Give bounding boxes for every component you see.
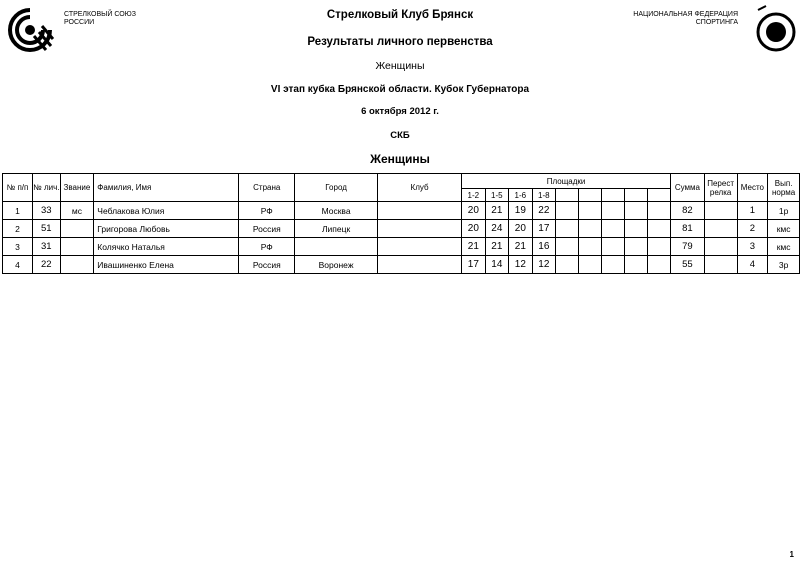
cell-stand-score (579, 238, 602, 256)
cell-norm: 3р (768, 256, 800, 274)
cell-stand-score (648, 220, 671, 238)
cell-norm: 1р (768, 202, 800, 220)
col-header-num: № п/п (3, 174, 33, 202)
cell-name: Григорова Любовь (94, 220, 239, 238)
cell-country: Россия (239, 256, 295, 274)
cell-country: Россия (239, 220, 295, 238)
cell-name: Чеблакова Юлия (94, 202, 239, 220)
col-header-norm: Вып. норма (768, 174, 800, 202)
table-row (3, 238, 800, 256)
stand-col-header: 1-5 (485, 189, 509, 202)
cell-num: 4 (3, 256, 33, 274)
club-title: Стрелковый Клуб Брянск (326, 9, 474, 21)
cell-stand-score: 20 (462, 202, 486, 220)
stand-col-header (625, 189, 648, 202)
cell-club (378, 202, 462, 220)
event-date: 6 октября 2012 г. (361, 106, 439, 117)
col-header-name: Фамилия, Имя (94, 174, 239, 202)
cell-stand-score (602, 220, 625, 238)
cell-sum: 79 (671, 238, 705, 256)
cell-sum: 55 (671, 256, 705, 274)
cell-stand-score (625, 202, 648, 220)
category-subtitle: Женщины (375, 60, 425, 72)
stand-col-header: 1-8 (532, 189, 556, 202)
page-number: 1 (789, 550, 794, 559)
cell-place: 1 (737, 202, 768, 220)
org-right-line1: НАЦИОНАЛЬНАЯ ФЕДЕРАЦИЯ (633, 11, 738, 18)
cell-personal: 22 (33, 256, 61, 274)
results-title: Результаты личного первенства (307, 36, 493, 48)
cell-club (378, 256, 462, 274)
table-row (3, 220, 800, 238)
cell-club (378, 220, 462, 238)
cell-stand-score (556, 238, 579, 256)
col-header-place: Место (737, 174, 768, 202)
cell-stand-score (648, 202, 671, 220)
stand-col-header: 1-6 (509, 189, 533, 202)
cell-stand-score: 17 (462, 256, 486, 274)
cell-stand-score (625, 238, 648, 256)
cell-shootoff (704, 220, 737, 238)
cell-stand-score: 17 (532, 220, 556, 238)
cell-stand-score: 22 (532, 202, 556, 220)
cell-personal: 51 (33, 220, 61, 238)
table-row (3, 256, 800, 274)
stand-col-header (602, 189, 625, 202)
cell-club (378, 238, 462, 256)
cell-stand-score (602, 256, 625, 274)
col-header-country: Страна (239, 174, 295, 202)
cell-shootoff (704, 256, 737, 274)
section-title: Женщины (370, 152, 430, 166)
org-left-line1: СТРЕЛКОВЫЙ СОЮЗ (64, 11, 136, 18)
col-header-club: Клуб (378, 174, 462, 202)
cell-stand-score: 21 (485, 238, 509, 256)
cell-stand-score (556, 256, 579, 274)
org-left-line2: РОССИИ (64, 19, 95, 26)
cell-shootoff (704, 202, 737, 220)
cell-rank (60, 220, 94, 238)
col-header-stands: Площадки (462, 174, 671, 189)
cell-stand-score: 20 (462, 220, 486, 238)
cell-stand-score: 12 (532, 256, 556, 274)
cell-personal: 33 (33, 202, 61, 220)
org-right-line2: СПОРТИНГА (695, 19, 738, 26)
cell-city: Москва (295, 202, 378, 220)
cell-city (295, 238, 378, 256)
cell-stand-score: 21 (462, 238, 486, 256)
cell-stand-score (579, 220, 602, 238)
cell-stand-score: 19 (509, 202, 533, 220)
cell-norm: кмс (768, 220, 800, 238)
cell-sum: 81 (671, 220, 705, 238)
cell-country: РФ (239, 238, 295, 256)
cell-stand-score: 12 (509, 256, 533, 274)
cell-stand-score (556, 202, 579, 220)
cell-stand-score: 21 (485, 202, 509, 220)
cell-stand-score (602, 202, 625, 220)
cell-stand-score: 24 (485, 220, 509, 238)
stand-col-header (648, 189, 671, 202)
cell-stand-score: 21 (509, 238, 533, 256)
venue: СКБ (390, 130, 410, 141)
col-header-personal: № лич. (33, 174, 61, 202)
cell-rank: мс (60, 202, 94, 220)
cell-personal: 31 (33, 238, 61, 256)
stand-col-header (579, 189, 602, 202)
col-header-shootoff: Перест релка (704, 174, 737, 202)
stand-col-header (556, 189, 579, 202)
cell-place: 2 (737, 220, 768, 238)
cell-stand-score (556, 220, 579, 238)
table-row (3, 202, 800, 220)
cell-stand-score: 16 (532, 238, 556, 256)
cell-name: Ивашиненко Елена (94, 256, 239, 274)
cell-name: Колячко Наталья (94, 238, 239, 256)
cell-stand-score: 20 (509, 220, 533, 238)
stage-title: VI этап кубка Брянской области. Кубок Губернатора (270, 84, 530, 95)
cell-city: Липецк (295, 220, 378, 238)
cell-place: 3 (737, 238, 768, 256)
cell-city: Воронеж (295, 256, 378, 274)
cell-norm: кмс (768, 238, 800, 256)
cell-stand-score (625, 220, 648, 238)
cell-num: 3 (3, 238, 33, 256)
col-header-city: Город (295, 174, 378, 202)
cell-stand-score (602, 238, 625, 256)
cell-stand-score (579, 202, 602, 220)
cell-num: 1 (3, 202, 33, 220)
cell-stand-score (625, 256, 648, 274)
cell-rank (60, 238, 94, 256)
cell-shootoff (704, 238, 737, 256)
cell-country: РФ (239, 202, 295, 220)
col-header-sum: Сумма (671, 174, 705, 202)
cell-stand-score (579, 256, 602, 274)
stand-col-header: 1-2 (462, 189, 486, 202)
results-table (2, 173, 800, 274)
cell-place: 4 (737, 256, 768, 274)
cell-rank (60, 256, 94, 274)
cell-stand-score (648, 238, 671, 256)
col-header-rank: Звание (60, 174, 94, 202)
cell-stand-score: 14 (485, 256, 509, 274)
cell-sum: 82 (671, 202, 705, 220)
cell-num: 2 (3, 220, 33, 238)
cell-stand-score (648, 256, 671, 274)
